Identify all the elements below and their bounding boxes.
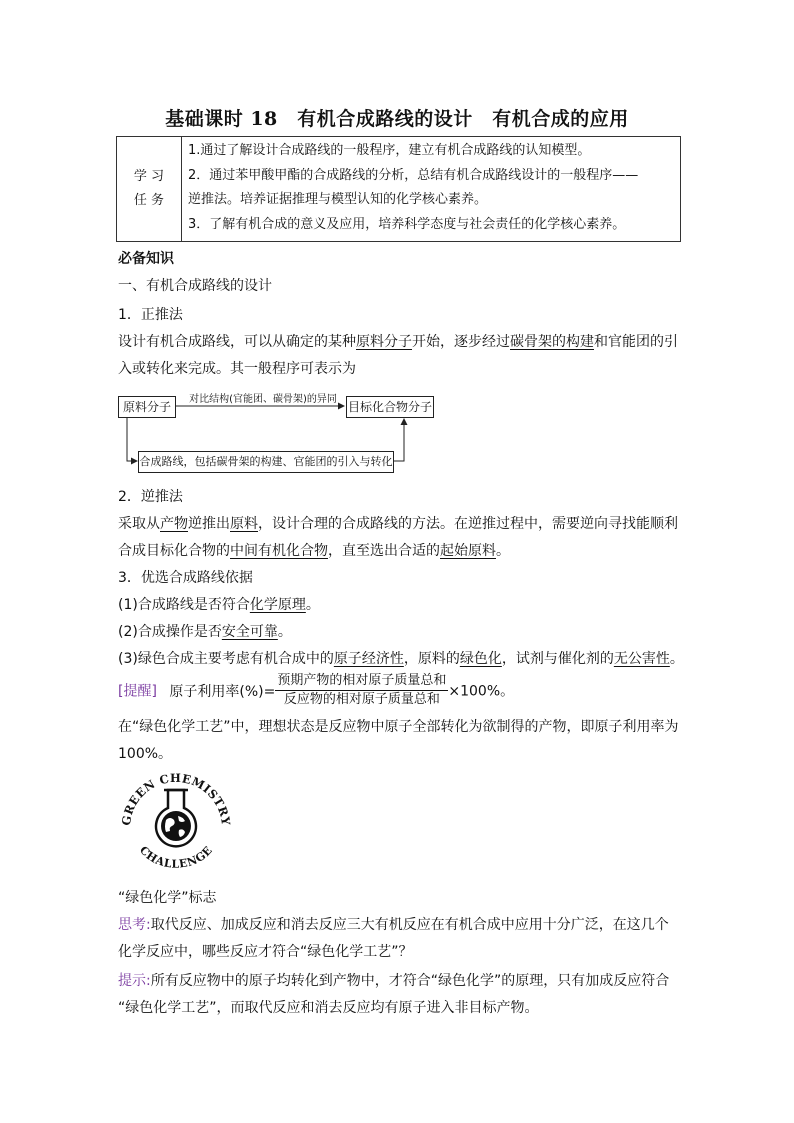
synthesis-route-box: 合成路线，包括碳骨架的构建、官能团的引入与转化 (138, 451, 394, 473)
target-compound-box: 目标化合物分子 (346, 396, 434, 418)
tasks-label-line1: 学 习 (133, 169, 165, 184)
formula-fraction (275, 672, 448, 709)
flask-icon (156, 790, 196, 846)
task-item: 逆推法。培养证据推理与模型认知的化学核心素养。 (188, 192, 488, 207)
fraction-denominator: 反应物的相对原子质量总和 (283, 692, 440, 707)
forward-paragraph-line1 (118, 331, 678, 351)
text: 逆推出 (188, 516, 230, 532)
forward-paragraph-line2: 入或转化来完成。其一般程序可表示为 (118, 361, 356, 377)
text: (1)合成路线是否符合 (118, 597, 250, 613)
tasks-label-line2: 任 务 (133, 193, 165, 208)
task-item: 3．了解有机合成的意义及应用，培养科学态度与社会责任的化学核心素养。 (188, 216, 626, 232)
tip-paragraph-line1: 在“绿色化学工艺”中，理想状态是反应物中原子全部转化为欲制得的产物，即原子利用率为 (118, 719, 679, 735)
text: 。 (277, 624, 292, 640)
hint-line1 (118, 970, 669, 990)
basis-item-1 (118, 594, 320, 614)
raw-material-box: 原料分子 (118, 396, 176, 418)
text: ，试剂与催化剂的 (501, 651, 614, 667)
reverse-paragraph-line1 (118, 513, 678, 533)
task-item: 2．通过苯甲酸甲酯的合成路线的分析，总结有机合成路线设计的一般程序—— (188, 167, 639, 183)
basis-heading: 3．优选合成路线依据 (118, 570, 253, 586)
underlined-term: 中间有机化合物 (230, 543, 328, 559)
tasks-label-cell (117, 137, 182, 242)
underlined-term: 原料分子 (356, 334, 412, 350)
underlined-term: 无公害性 (613, 651, 670, 667)
forward-heading: 1．正推法 (118, 307, 183, 323)
part1-heading: 一、有机合成路线的设计 (118, 278, 272, 294)
underlined-term: 碳骨架的构建 (510, 334, 594, 350)
underlined-term: 安全可靠 (221, 624, 278, 640)
text: 合成目标化合物的 (118, 543, 230, 559)
hint-label: 提示: (118, 973, 151, 989)
text: ，设计合理的合成路线的方法。在逆推过程中，需要逆向寻找能顺利 (258, 516, 678, 532)
text: ，原料的 (403, 651, 460, 667)
basis-item-2 (118, 621, 292, 641)
underlined-term: 原子经济性 (333, 651, 404, 667)
text: 所有反应物中的原子均转化到产物中，才符合“绿色化学”的原理，只有加成反应符合 (150, 973, 670, 989)
text: (3)绿色合成主要考虑有机合成中的 (118, 651, 334, 667)
tip-tag: [提醒] (118, 683, 157, 700)
fraction-numerator: 预期产物的相对原子质量总和 (275, 672, 448, 691)
page-title: 基础课时 18 有机合成路线的设计 有机合成的应用 (165, 108, 629, 130)
underlined-term: 产物 (160, 516, 188, 532)
top-arrow-label: 对比结构(官能团、碳骨架)的异同 (189, 394, 337, 405)
text: ，直至选出合适的 (328, 543, 440, 559)
text: 设计有机合成路线，可以从确定的某种 (118, 334, 356, 350)
underlined-term: 起始原料 (440, 543, 496, 559)
question-line1 (118, 914, 669, 934)
basis-item-3 (118, 648, 684, 668)
down-left-arrow (127, 417, 137, 461)
tip-paragraph-line2: 100%。 (118, 746, 173, 762)
logo-top-text: GREEN CHEMISTRY (118, 770, 234, 827)
logo-caption: “绿色化学”标志 (118, 890, 217, 906)
formula-prefix: 原子利用率(%)= (169, 683, 276, 700)
text: (2)合成操作是否 (118, 624, 222, 640)
underlined-term: 原料 (230, 516, 258, 532)
formula-suffix: ×100%。 (448, 683, 515, 700)
tasks-items-cell (182, 137, 681, 242)
hint-line2: “绿色化学工艺”，而取代反应和消去反应均有原子进入非目标产物。 (118, 1000, 539, 1016)
logo-bottom-text: CHALLENGE (136, 843, 216, 871)
text: 开始，逐步经过 (412, 334, 510, 350)
text: 取代反应、加成反应和消去反应三大有机反应在有机合成中应用十分广泛，在这几个 (150, 917, 669, 933)
text: 采取从 (118, 516, 160, 532)
underlined-term: 化学原理 (249, 597, 306, 613)
question-line2: 化学反应中，哪些反应才符合“绿色化学工艺”？ (118, 944, 413, 960)
tip-formula (118, 672, 514, 709)
question-label: 思考: (118, 917, 151, 933)
underlined-term: 绿色化 (459, 651, 502, 667)
reverse-heading: 2．逆推法 (118, 489, 183, 505)
task-item: 1.通过了解设计合成路线的一般程序，建立有机合成路线的认知模型。 (188, 143, 591, 158)
text: 。 (669, 651, 684, 667)
reverse-paragraph-line2 (118, 540, 510, 560)
text: 。 (305, 597, 320, 613)
green-chemistry-logo (116, 770, 236, 878)
learning-tasks-table (116, 136, 681, 242)
text: 和官能团的引 (594, 334, 678, 350)
text: 。 (496, 543, 510, 559)
section-heading: 必备知识 (118, 251, 174, 267)
